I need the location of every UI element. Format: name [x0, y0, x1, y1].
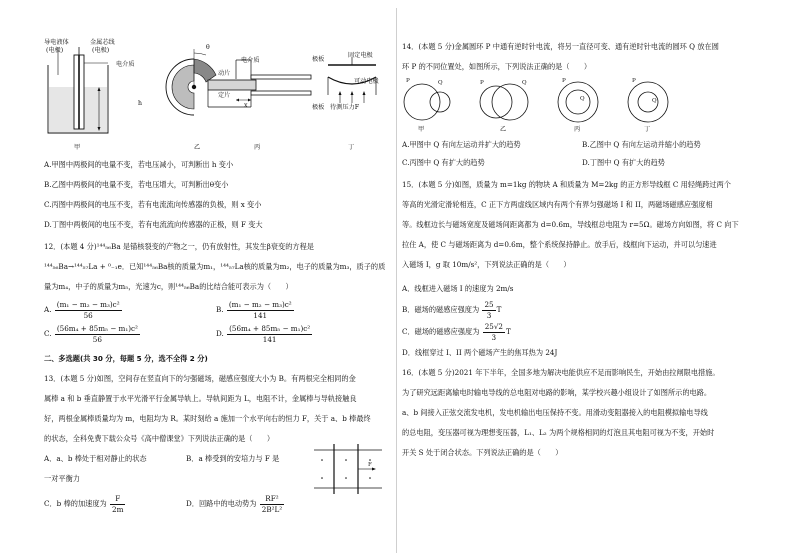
fig-bing-label-plate-bottom: 极板: [312, 104, 325, 111]
q15-option-d[interactable]: D．线框穿过 I、II 两个磁场产生的焦耳热为 24J: [402, 348, 558, 357]
q13-option-d[interactable]: [186, 494, 285, 514]
q14-fig-jia-q: Q: [438, 80, 443, 86]
numerator: F: [110, 494, 125, 505]
option-key: B.: [582, 140, 590, 149]
fig-yi-label-fixed: 定片: [218, 92, 231, 99]
denominator: 3: [486, 310, 492, 320]
q15-stem-line3: 等。线框边长与磁场宽度及磁场间距离都为 d=0.6m，导线框总电阻为 r=5Ω。磁场方向如图，将 C 向下: [402, 220, 739, 229]
denominator: 141: [253, 310, 268, 320]
q15-stem-line2: 等高的光滑定滑轮相连，C 正下方两虚线区域内有两个有界匀强磁场 I 和 II，两磁场磁感应强度相: [402, 200, 713, 209]
q11-figures: [36, 35, 386, 170]
q15-option-a[interactable]: A．线框进入磁场 I 的速度为 2m/s: [402, 284, 514, 293]
option-key: D.: [216, 329, 224, 339]
q14-caption-yi: 乙: [500, 126, 507, 133]
fig-yi-label-theta: θ: [206, 44, 210, 51]
q14-fig-ding-q: Q: [652, 98, 657, 104]
q14-caption-ding: 丁: [644, 126, 651, 133]
option-key: D.: [44, 220, 52, 229]
numerator: 25: [484, 300, 494, 309]
fraction: [55, 300, 122, 320]
q12-stem-line1: 12．(本题 4 分)¹⁴⁴₅₆Ba 是锚核裂变的产物之一，仍有放射性，其发生β衰变的方程是: [44, 242, 314, 251]
q16-stem-line2: 为了研究远距离输电时输电导线的总电阻对电路的影响，某学校兴趣小组设计了如图所示的电路。: [402, 388, 712, 397]
option-text: 丙图中两极间的电压不变，若有电流流向传感器的负极，则 x 变小: [51, 200, 262, 209]
denominator: 3: [491, 332, 497, 342]
numerator: (56m₄ + 85m₅ − m₁)c²: [229, 324, 311, 333]
q14-fig-yi-p: P: [480, 80, 484, 86]
q12-option-a[interactable]: [44, 300, 123, 320]
numerator: RF²: [260, 494, 284, 505]
fraction: [227, 324, 312, 344]
fig-bing-caption: 丙: [254, 144, 261, 151]
option-key: C.: [44, 329, 52, 339]
q14-figure-jia: [404, 84, 450, 120]
fraction: [227, 300, 294, 320]
q15-option-c[interactable]: [402, 322, 511, 342]
fig-jia-label-dielectric: 电介质: [116, 61, 135, 68]
q12-stem-line3: 量为m₄，中子的质量为m₅，光速为c，则¹⁴⁴₅₆Ba的比结合能可表示为（ ）: [44, 282, 293, 291]
fig-jia-label-liquid-paren: (电极): [46, 47, 64, 54]
fraction: [260, 494, 284, 514]
q13-stem-line2: 属棒 a 和 b 垂直静置于水平光滑平行金属导轨上。导轨间距为 L，电阻不计，金属棒与导轨接触良: [44, 394, 357, 403]
fig-ding-label-pressure: 待测压力F: [330, 104, 360, 111]
q11-option-d[interactable]: [44, 220, 263, 230]
fig-jia-caption: 甲: [74, 144, 81, 151]
numerator: (m₁ − m₂ − m₃)c²: [56, 300, 120, 309]
option-key: A.: [44, 160, 52, 169]
q14-stem-line1: 14．(本题 5 分)金属圆环 P 中通有逆时针电流，将另一直径可变、通有逆时针电流的圆环 Q 放在圆: [402, 42, 719, 51]
option-text: 丁图中 Q 有扩大的趋势: [589, 158, 665, 167]
fig-jia-label-h: h: [138, 100, 142, 107]
q15-option-b[interactable]: [402, 300, 501, 320]
unit: T: [506, 327, 511, 337]
denominator: 141: [262, 334, 277, 344]
q12-option-c[interactable]: [44, 324, 141, 344]
fraction: [482, 300, 495, 320]
q14-figure-ding: [628, 82, 668, 122]
fig-jia-label-core-paren: (电极): [92, 47, 110, 54]
fig-ding-label-fixed-electrode: 固定电极: [348, 52, 373, 59]
q13-option-b-continued: 一对平衡力: [44, 474, 80, 483]
q14-option-c[interactable]: [402, 158, 485, 168]
fraction: [110, 494, 125, 514]
q15-stem-line1: 15．(本题 5 分)如图，质量为 m=1kg 的物块 A 和质量为 M=2kg 的正方形导线框 C 用轻绳跨过两个: [402, 180, 731, 189]
q14-fig-jia-p: P: [406, 78, 410, 84]
q14-caption-jia: 甲: [418, 126, 425, 133]
q16-stem-line3: a、b 间接入正弦交流发电机，发电机输出电压保持不变。用滑动变阻器接入的电阻模拟输电导线: [402, 408, 708, 417]
numerator: 25√2: [484, 322, 503, 331]
option-key: A.: [402, 140, 410, 149]
figure-jia: [48, 47, 108, 133]
option-key: B.: [44, 180, 52, 189]
q16-stem-line5: 开关 S 处于闭合状态。下列说法正确的是（ ）: [402, 448, 563, 457]
q13-stem-line1: 13．(本题 5 分)如图，空间存在竖直向下的匀强磁场，磁感应强度大小为 B。有两根完全相同的金: [44, 374, 356, 383]
option-key: B.: [216, 305, 224, 315]
q14-stem-line2: 环 P 的不同位置处，如图所示，下列说法正确的是（ ）: [402, 62, 592, 71]
fig-bing-label-dielectric: 电介质: [241, 57, 260, 64]
q14-caption-bing: 丙: [574, 126, 581, 133]
q11-option-a[interactable]: [44, 160, 233, 170]
unit: T: [496, 305, 502, 315]
option-text: 甲图中 Q 有向左运动并扩大的趋势: [409, 140, 521, 149]
q12-option-b[interactable]: [216, 300, 295, 320]
option-text: D．回路中的电动势为: [186, 499, 257, 509]
fig-jia-label-liquid: 导电液体: [44, 39, 69, 46]
q13-stem-line4: 的状态，全科免费下载公众号《高中僧课堂》下列说法正确的是（ ）: [44, 434, 275, 443]
fig-yi-label-moving: 动片: [218, 70, 231, 77]
option-text: B．磁场的磁感应强度为: [402, 305, 480, 315]
q14-option-a[interactable]: [402, 140, 521, 150]
denominator: 56: [92, 334, 102, 344]
q13-stem-line3: 好，两根金属棒质量均为 m，电阻均为 R。某时刻给 a 施加一个水平向右的恒力 F，关于 a、b 棒最终: [44, 414, 371, 423]
q13-option-b[interactable]: B．a 棒受到的安培力与 F 是: [186, 454, 280, 463]
q11-option-b[interactable]: [44, 180, 228, 190]
option-key: A.: [44, 305, 52, 315]
fig-ding-caption: 丁: [348, 144, 355, 151]
q16-stem-line4: 的总电阻，变压器可视为理想变压器，L₁、L₂ 为两个规格相同的灯泡且其电阻可视为不变，开始时: [402, 428, 715, 437]
q14-fig-bing-p: P: [562, 78, 566, 84]
q11-option-c[interactable]: [44, 200, 261, 210]
q15-stem-line5: 入磁场 I，g 取 10m/s²，下列说法正确的是（ ）: [402, 260, 571, 269]
q12-stem-line2: ¹⁴⁴₅₆Ba→¹⁴⁴₅₇La + ⁰₋₁e．已知¹⁴⁴₅₆Ba核的质量为m₁，¹⁴⁴₅₇La核的质量为m₂，电子的质量为m₃，质子的质: [44, 262, 386, 271]
fig-yi-caption: 乙: [194, 144, 201, 151]
q14-figure-yi: [480, 84, 528, 120]
option-key: C.: [44, 200, 52, 209]
denominator: 2B²L²: [261, 504, 283, 514]
q14-fig-ding-p: P: [632, 78, 636, 84]
denominator: 56: [83, 310, 93, 320]
option-text: 丙图中 Q 有扩大的趋势: [409, 158, 485, 167]
option-text: 乙图中 Q 有向左运动并缩小的趋势: [589, 140, 701, 149]
q14-fig-bing-q: Q: [580, 96, 585, 102]
fig-bing-label-x: x: [244, 102, 248, 109]
option-key: C.: [402, 158, 410, 167]
section-heading-multi-choice: 二、多选题(共 30 分，每题 5 分，选不全得 2 分): [44, 354, 208, 363]
fig-bing-label-plate-top: 极板: [312, 56, 325, 63]
q16-stem-line1: 16．(本题 5 分)2021 年下半年，全国多地为解决电能供应不足而影响民生，开始由拉闸限电措施。: [402, 368, 720, 377]
option-text: 乙图中两极间的电量不变，若电压增大，可判断出θ变小: [51, 180, 229, 189]
q13-fig-label-f: F: [368, 462, 372, 468]
option-text: 甲图中两极间的电量不变，若电压减小，可判断出 h 变小: [51, 160, 234, 169]
q14-option-b[interactable]: [582, 140, 701, 150]
option-text: C．b 棒的加速度为: [44, 499, 107, 509]
q14-figures: [402, 76, 702, 136]
option-text: 丁图中两极间的电压不变，若有电流流向传感器的正极，则 F 变大: [51, 220, 263, 229]
fig-jia-label-core: 金属芯线: [90, 39, 115, 46]
q13-option-a[interactable]: A．a、b 棒处于相对静止的状态: [44, 454, 147, 463]
option-key: D.: [582, 158, 590, 167]
denominator: 2m: [112, 504, 124, 514]
q12-option-d[interactable]: [216, 324, 313, 344]
q13-option-c[interactable]: [44, 494, 126, 514]
q14-figure-bing: [558, 82, 598, 122]
q13-rail-figure: [312, 440, 384, 498]
fraction: [55, 324, 140, 344]
fig-ding-label-movable: 可动电极: [354, 78, 379, 85]
numerator: (56m₄ + 85m₅ − m₁)c²: [56, 324, 138, 333]
page-divider: [396, 8, 397, 553]
q15-stem-line4: 拉住 A，使 C 与磁场距离为 d=0.6m，整个系统保持静止。放手后，线框向下运动，并可以匀速进: [402, 240, 717, 249]
q14-option-d[interactable]: [582, 158, 665, 168]
q14-fig-yi-q: Q: [522, 80, 527, 86]
numerator: (m₁ − m₂ − m₃)c²: [228, 300, 292, 309]
option-text: C．磁场的磁感应强度为: [402, 327, 480, 337]
fraction: [483, 322, 505, 342]
